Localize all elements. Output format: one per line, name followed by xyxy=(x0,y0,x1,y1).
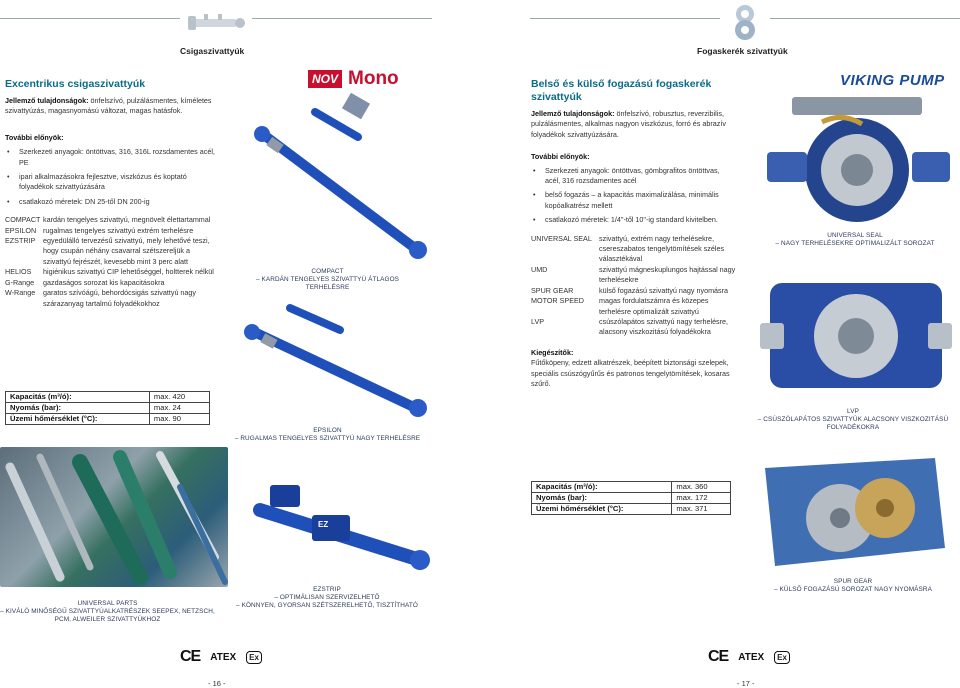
right-spec-table xyxy=(531,481,731,515)
table-row xyxy=(532,493,731,504)
ce-mark: CE xyxy=(708,648,729,665)
compact-pump-image xyxy=(240,92,430,262)
ezstrip-caption-title: EZSTRIP xyxy=(313,586,341,593)
list-item: • ipari alkalmazásokra fejlesztve, viszkózus és koptató folyadékok szivattyúzására xyxy=(5,172,215,193)
right-advantages-list xyxy=(531,166,736,226)
spec-label: Kapacitás (m³/ó): xyxy=(6,392,150,403)
model-name: HELIOS xyxy=(5,267,32,277)
model-desc: garatos szívóágú, behordócsigás szivattyú nagy szárazanyag tartalmú folyadékokhoz xyxy=(43,288,197,308)
model-name: SPUR GEAR xyxy=(531,285,574,295)
universal-seal-caption-title: UNIVERSAL SEAL xyxy=(827,232,883,239)
list-item: • belső fogazás – a kapacitás maximalizálása, minimális kopóalkatrész mellett xyxy=(531,190,736,211)
model-name: G-Range xyxy=(5,277,35,287)
lvp-pump-photo xyxy=(760,268,952,398)
right-section-title: Belső és külső fogazású fogaskerék szivattyúk xyxy=(531,78,712,103)
left-features xyxy=(5,96,215,117)
left-header-rule-right xyxy=(252,18,432,19)
model-row xyxy=(531,286,736,296)
epsilon-pump-image xyxy=(230,300,430,425)
right-features-text: önfelszívó, robusztus, reverzibilis, pulzálásmentes, alkalmas nagyon viszkózus, forró és abrazív folyadékok szivattyúzására. xyxy=(531,109,726,139)
epsilon-caption-title: EPSILON xyxy=(313,427,342,434)
ce-mark: CE xyxy=(180,648,201,665)
ex-mark: Ex xyxy=(246,651,262,664)
spec-value: max. 360 xyxy=(672,482,731,493)
model-row xyxy=(5,278,215,288)
model-name: UNIVERSAL SEAL xyxy=(531,233,592,243)
right-features-label: Jellemző tulajdonságok: xyxy=(531,109,615,118)
model-row xyxy=(531,265,736,286)
ezstrip-caption-desc2: – KÖNNYEN, GYORSAN SZÉTSZERELHETŐ, TISZTÍTHATÓ xyxy=(236,602,418,609)
right-features xyxy=(531,109,736,140)
right-advantages-label: További előnyök: xyxy=(531,152,590,162)
table-row xyxy=(6,414,210,425)
atex-mark: ATEX xyxy=(738,651,765,663)
ezstrip-caption xyxy=(232,586,422,610)
right-models-list xyxy=(531,234,736,338)
left-models-list xyxy=(5,215,215,309)
model-row xyxy=(5,226,215,236)
left-spec-table xyxy=(5,391,210,425)
compact-caption xyxy=(235,268,420,292)
page-number-left: - 16 - xyxy=(208,679,226,688)
right-text-column xyxy=(531,78,736,389)
model-desc: gazdaságos sorozat kis kapacitásokra xyxy=(43,277,165,287)
spec-value: max. 172 xyxy=(672,493,731,504)
model-name: LVP xyxy=(531,316,545,326)
table-row xyxy=(532,482,731,493)
atex-mark: ATEX xyxy=(210,651,237,663)
mono-logo-text: Mono xyxy=(348,68,399,89)
spur-gear-caption-title: SPUR GEAR xyxy=(833,578,873,585)
universal-seal-caption-desc: – NAGY TERHELÉSEKRE OPTIMALIZÁLT SOROZAT xyxy=(775,240,935,247)
left-header-icon xyxy=(188,12,246,34)
model-desc: egyedülálló tervezésű szivattyú, mely lehetővé teszi, hogy csupán néhány csavarral szétszereljük a szivattyú fejrészét, kevesebb mint 3 perc alatt xyxy=(43,236,210,266)
list-item: • Szerkezeti anyagok: öntöttvas, gömbgrafitos öntöttvas, acél, 316 rozsdamentes acél xyxy=(531,166,736,187)
epsilon-caption-desc: – RUGALMAS TENGELYES SZIVATTYÚ NAGY TERHELÉSRE xyxy=(234,435,421,442)
ezstrip-badge: EZ xyxy=(318,520,329,529)
model-desc: higiénikus szivattyú CIP lehetőséggel, holtterek nélkül xyxy=(43,267,214,277)
model-desc: szivattyú, extrém nagy terhelésekre, csereszabatos tengelytömítések széles választékával xyxy=(599,233,725,264)
epsilon-caption xyxy=(230,427,425,443)
left-text-column xyxy=(5,78,215,309)
model-row xyxy=(531,234,736,265)
right-extras-text: Fűtőköpeny, edzett alkatrészek, beépített biztonsági szelepek, speciális csúszógyűrűs és patronos tengelytömítések, kosaras szűrő. xyxy=(531,358,730,388)
model-row xyxy=(5,215,215,225)
universal-seal-photo xyxy=(762,92,954,227)
left-header-rule-left xyxy=(0,18,180,19)
model-name: COMPACT xyxy=(5,215,41,225)
page-number-right: - 17 - xyxy=(737,679,755,688)
compact-caption-desc: – KARDÁN TENGELYES SZIVATTYÚ ÁTLAGOS TERHELÉSRE xyxy=(255,276,400,291)
universal-parts-caption-title: UNIVERSAL PARTS xyxy=(77,600,138,607)
spec-value: max. 24 xyxy=(149,403,209,414)
ezstrip-pump-image xyxy=(250,480,430,580)
list-item: • Szerkezeti anyagok: öntöttvas, 316, 316L rozsdamentes acél, PE xyxy=(5,147,215,168)
lvp-caption-desc: – CSÚSZÓLAPÁTOS SZIVATTYÚK ALACSONY VISZKOZITÁSÚ xyxy=(757,416,949,423)
compact-caption-title: COMPACT xyxy=(311,268,344,275)
universal-parts-caption-desc: – KIVÁLÓ MINŐSÉGŰ SZIVATTYÚALKATRÉSZEK SEEPEX, NETZSCH, xyxy=(0,608,215,615)
spec-value: max. 90 xyxy=(149,414,209,425)
universal-parts-caption xyxy=(0,600,215,624)
model-desc: szivattyú mágneskuplungos hajtással nagy terhelésekre xyxy=(599,264,736,285)
left-features-label: Jellemző tulajdonságok: xyxy=(5,96,89,105)
list-item: • csatlakozó méretek: DN 25-től DN 200-ig xyxy=(5,197,215,207)
model-desc: kardán tengelyes szivattyú, megnövelt élettartammal xyxy=(43,215,211,225)
gear-pump-icon xyxy=(724,2,766,42)
spur-gear-photo xyxy=(745,448,955,573)
cert-logos-right xyxy=(708,648,790,666)
model-desc: magas fordulatszámra és közepes terhelésre optimalizált szivattyú xyxy=(599,296,709,316)
spur-gear-caption xyxy=(748,578,958,594)
left-features-text: önfelszívó, pulzálásmentes, kíméletes szivattyúzás, magasnyomású változat, magas hatásfok. xyxy=(5,96,212,116)
model-desc: külső fogazású szivattyú nagy nyomásra xyxy=(599,285,729,295)
table-row xyxy=(6,403,210,414)
right-header-rule-left xyxy=(530,18,720,19)
model-name: UMD xyxy=(531,264,548,274)
viking-pump-logo: VIKING PUMP xyxy=(840,72,945,89)
model-name: EPSILON xyxy=(5,225,37,235)
universal-seal-caption xyxy=(760,232,950,248)
model-row xyxy=(5,236,215,267)
spec-value: max. 420 xyxy=(149,392,209,403)
model-name: EZSTRIP xyxy=(5,236,36,246)
spec-label: Nyomás (bar): xyxy=(6,403,150,414)
left-page-header-title: Csigaszivattyúk xyxy=(180,46,245,56)
right-header-rule-right xyxy=(770,18,960,19)
nov-logo-mark: NOV xyxy=(308,70,342,88)
nov-mono-logo xyxy=(308,66,433,92)
universal-parts-caption-desc2: PCM, ALWEILER SZIVATTYÚKHOZ xyxy=(54,616,161,623)
right-page-header-title: Fogaskerék szivattyúk xyxy=(697,46,788,56)
ezstrip-caption-desc: – OPTIMÁLISAN SZERVIZELHETŐ xyxy=(274,594,380,601)
table-row xyxy=(6,392,210,403)
model-row xyxy=(531,296,736,317)
model-row xyxy=(531,317,736,338)
list-item: • csatlakozó méretek: 1/4"-től 10"-ig standard kivitelben. xyxy=(531,215,736,225)
model-row xyxy=(5,267,215,277)
ex-mark: Ex xyxy=(774,651,790,664)
model-name: W-Range xyxy=(5,288,36,298)
spec-value: max. 371 xyxy=(672,504,731,515)
model-row xyxy=(5,288,215,309)
lvp-caption-title: LVP xyxy=(847,408,859,415)
model-desc: rugalmas tengelyes szivattyú extrém terhelésre xyxy=(43,225,194,235)
left-advantages-list xyxy=(5,147,215,207)
cert-logos xyxy=(180,648,262,666)
spur-gear-caption-desc: – KÜLSŐ FOGAZÁSÚ SOROZAT NAGY NYOMÁSRA xyxy=(774,586,932,593)
spec-label: Üzemi hőmérséklet (°C): xyxy=(6,414,150,425)
universal-parts-photo xyxy=(0,447,228,587)
left-advantages-label: További előnyök: xyxy=(5,132,64,142)
left-section-title: Excentrikus csigaszivattyúk xyxy=(5,78,146,90)
lvp-caption-desc2: FOLYADÉKOKRA xyxy=(826,424,880,431)
table-row xyxy=(532,504,731,515)
spec-label: Nyomás (bar): xyxy=(532,493,672,504)
spec-label: Kapacitás (m³/ó): xyxy=(532,482,672,493)
lvp-caption xyxy=(748,408,958,432)
model-desc: csúszólapátos szivattyú nagy terhelésre, alacsony viszkozitású folyadékokra xyxy=(599,316,729,337)
model-name: MOTOR SPEED xyxy=(531,296,584,306)
right-extras-label: Kiegészítők: xyxy=(531,347,574,357)
spec-label: Üzemi hőmérséklet (°C): xyxy=(532,504,672,515)
